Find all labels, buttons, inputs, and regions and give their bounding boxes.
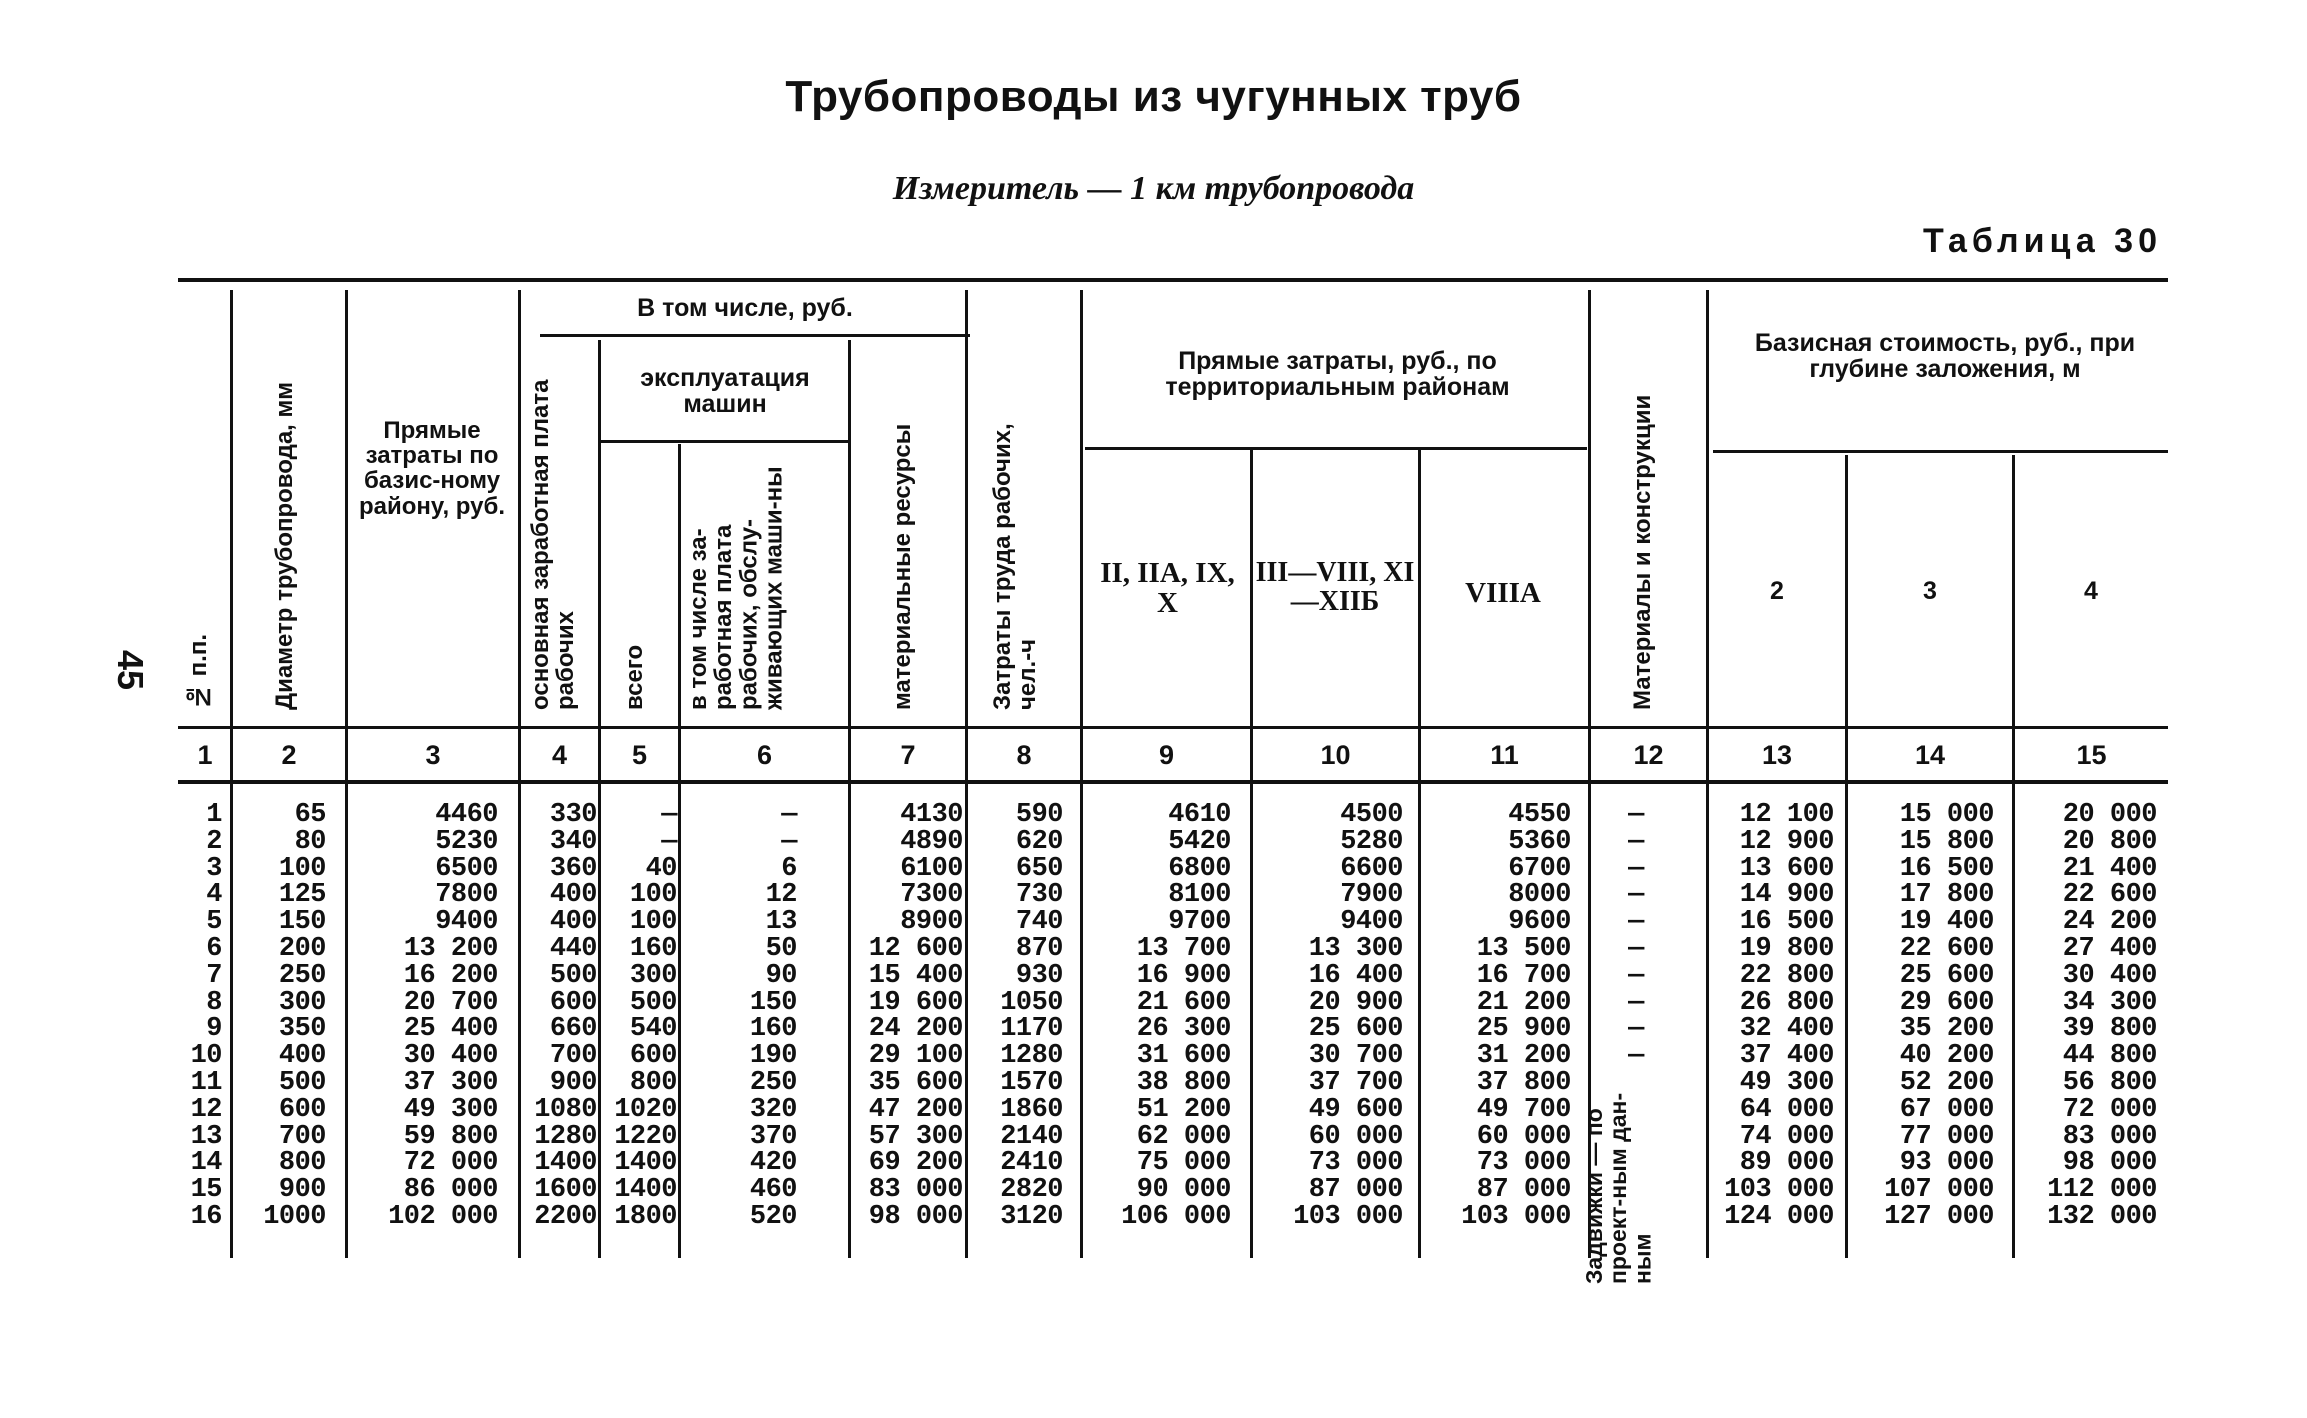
header-diameter: Диаметр трубопровода, мм <box>271 381 298 710</box>
table-cell: 9 <box>206 1014 222 1045</box>
table-cell: 1 <box>206 800 222 830</box>
table-cell: 16 500 <box>1739 907 1834 938</box>
table-cell: 26 300 <box>1136 1014 1231 1045</box>
table-cell: 9600 <box>1508 907 1571 938</box>
table-cell: 590 <box>1015 800 1063 830</box>
table-cell: 870 <box>1015 933 1063 964</box>
table-cell: 11 <box>190 1067 222 1098</box>
table-cell: 500 <box>278 1067 326 1098</box>
col-machines-wage <box>681 802 797 1231</box>
table-cell: 2140 <box>1000 1121 1063 1152</box>
table-cell: 320 <box>749 1094 797 1125</box>
table-cell: 13 <box>190 1121 222 1152</box>
table-cell: 38 800 <box>1136 1067 1231 1098</box>
table-cell: 14 <box>190 1148 222 1179</box>
table-cell: 150 <box>278 907 326 938</box>
table-cell: 6100 <box>900 853 963 884</box>
table-cell: 27 400 <box>2062 933 2157 964</box>
table-cell: 7300 <box>900 880 963 911</box>
table-cell: 21 600 <box>1136 987 1231 1018</box>
table-cell: 16 400 <box>1308 960 1403 991</box>
table-cell: 160 <box>629 933 677 964</box>
header-regions-group: Прямые затраты, руб., по территориальным районам <box>1165 347 1510 402</box>
table-cell: 102 000 <box>388 1201 498 1232</box>
table-cell: 250 <box>278 960 326 991</box>
table-cell: 2820 <box>1000 1175 1063 1206</box>
incl-group-rule <box>540 334 970 337</box>
table-cell: 7900 <box>1340 880 1403 911</box>
table-cell: 15 <box>190 1175 222 1206</box>
table-cell: 600 <box>629 1041 677 1072</box>
table-cell: 1220 <box>614 1121 677 1152</box>
table-cell: 56 800 <box>2062 1067 2157 1098</box>
table-cell: 13 500 <box>1476 933 1571 964</box>
table-cell: 16 500 <box>1899 853 1994 884</box>
regions-group-rule <box>1085 447 1587 450</box>
col-machines-total <box>599 802 677 1231</box>
table-cell: 103 000 <box>1724 1175 1834 1206</box>
table-cell: 64 000 <box>1739 1094 1834 1125</box>
table-cell: 150 <box>749 987 797 1018</box>
table-cell: 1400 <box>534 1148 597 1179</box>
table-cell: 900 <box>549 1067 597 1098</box>
table-cell: 34 300 <box>2062 987 2157 1018</box>
table-cell: 350 <box>278 1014 326 1045</box>
table-cell: 930 <box>1015 960 1063 991</box>
table-cell: 400 <box>549 880 597 911</box>
table-cell: 37 700 <box>1308 1067 1403 1098</box>
table-cell: 15 800 <box>1899 826 1994 857</box>
table-cell: 800 <box>629 1067 677 1098</box>
column-number: 6 <box>756 740 773 770</box>
table-cell: 87 000 <box>1476 1175 1571 1206</box>
table-cell: 31 200 <box>1476 1041 1571 1072</box>
table-cell: — <box>1628 960 1644 991</box>
table-cell: 1050 <box>1000 987 1063 1018</box>
table-cell: 127 000 <box>1884 1201 1994 1232</box>
table-cell: 35 200 <box>1899 1014 1994 1045</box>
table-cell: 660 <box>549 1014 597 1045</box>
table-cell: — <box>1628 987 1644 1018</box>
table-cell: — <box>1628 853 1644 884</box>
page-number: 45 <box>110 649 151 691</box>
table-cell: 6800 <box>1168 853 1231 884</box>
table-cell: 80 <box>294 826 326 857</box>
table-cell: 67 000 <box>1899 1094 1994 1125</box>
table-cell: 31 600 <box>1136 1041 1231 1072</box>
col-divider <box>230 290 233 1258</box>
header-region-III: III—VIII, XI—XIIБ <box>1255 557 1415 618</box>
table-cell: 10 <box>190 1041 222 1072</box>
table-cell: 22 600 <box>2062 880 2157 911</box>
table-cell: 160 <box>749 1014 797 1045</box>
col-direct-costs-base <box>350 802 498 1231</box>
table-cell: 47 200 <box>868 1094 963 1125</box>
table-cell: 440 <box>549 933 597 964</box>
table-cell: 4890 <box>900 826 963 857</box>
table-cell: 90 000 <box>1136 1175 1231 1206</box>
table-cell: 600 <box>278 1094 326 1125</box>
table-cell: 60 000 <box>1308 1121 1403 1152</box>
header-machines-total: всего <box>621 644 648 710</box>
col-material-resources <box>851 802 963 1231</box>
table-cell: 12 100 <box>1739 800 1834 830</box>
table-cell: 103 000 <box>1461 1201 1571 1232</box>
table-cell: 89 000 <box>1739 1148 1834 1179</box>
table-cell: 39 800 <box>2062 1014 2157 1045</box>
table-cell: 124 000 <box>1724 1201 1834 1232</box>
table-cell: 49 300 <box>403 1094 498 1125</box>
table-cell: 75 000 <box>1136 1148 1231 1179</box>
col-divider <box>345 290 348 1258</box>
table-cell: — <box>1628 800 1644 830</box>
table-cell: — <box>1628 1014 1644 1045</box>
table-cell: 6500 <box>435 853 498 884</box>
header-material-resources: материальные ресурсы <box>889 423 916 710</box>
table-cell: 420 <box>749 1148 797 1179</box>
measure-unit-subtitle: Измеритель — 1 км трубопровода <box>892 170 1415 207</box>
table-cell: 6700 <box>1508 853 1571 884</box>
header-including-group: В том числе, руб. <box>637 294 853 322</box>
table-cell: 7800 <box>435 880 498 911</box>
header-materials: Материалы и конструкции <box>1629 394 1656 710</box>
table-cell: 100 <box>629 907 677 938</box>
column-number: 13 <box>1761 740 1793 770</box>
table-cell: — <box>781 800 797 830</box>
table-cell: 2410 <box>1000 1148 1063 1179</box>
column-number: 1 <box>197 740 213 770</box>
table-cell: 620 <box>1015 826 1063 857</box>
table-cell: 6600 <box>1340 853 1403 884</box>
column-number-rule <box>178 780 2168 784</box>
table-cell: 29 600 <box>1899 987 1994 1018</box>
table-cell: 1600 <box>534 1175 597 1206</box>
table-cell: 98 000 <box>868 1201 963 1232</box>
table-cell: 6 <box>206 933 222 964</box>
table-cell: 2 <box>206 826 222 857</box>
table-cell: 300 <box>278 987 326 1018</box>
table-cell: 86 000 <box>403 1175 498 1206</box>
table-cell: 900 <box>278 1175 326 1206</box>
machines-group-rule <box>601 440 849 443</box>
column-number: 4 <box>551 740 568 770</box>
header-row-number: № п.п. <box>185 634 212 710</box>
table-cell: 1020 <box>614 1094 677 1125</box>
table-cell: 59 800 <box>403 1121 498 1152</box>
table-cell: 250 <box>749 1067 797 1098</box>
table-cell: 13 <box>765 907 797 938</box>
col-row-number <box>176 802 222 1231</box>
col-depth-3 <box>1848 802 1994 1231</box>
table-cell: 35 600 <box>868 1067 963 1098</box>
table-cell: 800 <box>278 1148 326 1179</box>
table-cell: 132 000 <box>2047 1201 2157 1232</box>
table-cell: 57 300 <box>868 1121 963 1152</box>
table-cell: 87 000 <box>1308 1175 1403 1206</box>
header-labor-costs: Затраты труда рабочих, чел.-ч <box>989 423 1042 710</box>
table-cell: 24 200 <box>868 1014 963 1045</box>
table-cell: 73 000 <box>1476 1148 1571 1179</box>
table-cell: 98 000 <box>2062 1148 2157 1179</box>
table-cell: 1280 <box>534 1121 597 1152</box>
table-cell: 62 000 <box>1136 1121 1231 1152</box>
table-cell: 520 <box>749 1201 797 1232</box>
table-cell: 1080 <box>534 1094 597 1125</box>
table-cell: 69 200 <box>868 1148 963 1179</box>
table-cell: 49 600 <box>1308 1094 1403 1125</box>
table-label: Таблица 30 <box>1923 222 2162 260</box>
table-cell: 200 <box>278 933 326 964</box>
table-cell: — <box>1628 1041 1644 1072</box>
table-cell: 29 100 <box>868 1041 963 1072</box>
table-cell: 52 200 <box>1899 1067 1994 1098</box>
table-cell: 500 <box>629 987 677 1018</box>
table-cell: 22 800 <box>1739 960 1834 991</box>
header-machine-operation-group: эксплуатация машин <box>640 364 810 419</box>
table-cell: 12 900 <box>1739 826 1834 857</box>
table-cell: 20 700 <box>403 987 498 1018</box>
table-cell: — <box>1628 907 1644 938</box>
table-cell: 60 000 <box>1476 1121 1571 1152</box>
table-cell: 400 <box>278 1041 326 1072</box>
table-cell: 700 <box>549 1041 597 1072</box>
table-cell: 16 <box>190 1201 222 1232</box>
table-cell: 8000 <box>1508 880 1571 911</box>
table-cell: 9700 <box>1168 907 1231 938</box>
table-cell: 20 900 <box>1308 987 1403 1018</box>
table-cell: 49 300 <box>1739 1067 1834 1098</box>
table-cell: 5360 <box>1508 826 1571 857</box>
table-cell: 4500 <box>1340 800 1403 830</box>
table-cell: 21 200 <box>1476 987 1571 1018</box>
table-cell: 19 400 <box>1899 907 1994 938</box>
table-cell: 5 <box>206 907 222 938</box>
column-number: 9 <box>1158 740 1175 770</box>
column-number: 15 <box>2076 740 2107 770</box>
table-cell: 15 000 <box>1899 800 1994 830</box>
table-cell: 16 900 <box>1136 960 1231 991</box>
table-cell: 83 000 <box>868 1175 963 1206</box>
table-cell: 2200 <box>534 1201 597 1232</box>
table-cell: 12 <box>190 1094 222 1125</box>
header-machines-wage: в том числе за-работная плата рабочих, обслу-живающих маши-ны <box>685 466 788 710</box>
col-materials <box>1591 802 1681 1070</box>
table-cell: 106 000 <box>1121 1201 1231 1232</box>
table-cell: 24 200 <box>2062 907 2157 938</box>
table-cell: 40 <box>645 853 677 884</box>
table-cell: 190 <box>749 1041 797 1072</box>
table-cell: 49 700 <box>1476 1094 1571 1125</box>
table-cell: 44 800 <box>2062 1041 2157 1072</box>
table-cell: 90 <box>765 960 797 991</box>
table-cell: 1400 <box>614 1148 677 1179</box>
column-number: 11 <box>1490 740 1519 770</box>
table-cell: 4610 <box>1168 800 1231 830</box>
valves-note: Задвижки — по проект-ным дан-ным <box>1581 1092 1656 1284</box>
table-cell: 37 300 <box>403 1067 498 1098</box>
table-cell: 72 000 <box>403 1148 498 1179</box>
table-cell: 26 800 <box>1739 987 1834 1018</box>
table-cell: 20 800 <box>2062 826 2157 857</box>
table-cell: 30 400 <box>2062 960 2157 991</box>
table-cell: 73 000 <box>1308 1148 1403 1179</box>
table-cell: 125 <box>278 880 326 911</box>
table-cell: 13 300 <box>1308 933 1403 964</box>
col-region-III <box>1253 802 1403 1231</box>
table-cell: — <box>1628 880 1644 911</box>
header-depth-4: 4 <box>2084 577 2098 605</box>
table-cell: 400 <box>549 907 597 938</box>
table-cell: 1400 <box>614 1175 677 1206</box>
header-base-wage: основная заработная плата рабочих <box>527 379 580 710</box>
table-cell: 112 000 <box>2047 1175 2157 1206</box>
column-number: 10 <box>1320 740 1351 770</box>
table-cell: 650 <box>1015 853 1063 884</box>
header-region-VIIIA: VIIIA <box>1465 577 1541 609</box>
table-cell: 37 400 <box>1739 1041 1834 1072</box>
table-cell: 4 <box>206 880 222 911</box>
table-cell: 12 600 <box>868 933 963 964</box>
table-cell: 32 400 <box>1739 1014 1834 1045</box>
table-cell: 8100 <box>1168 880 1231 911</box>
table-cell: 103 000 <box>1293 1201 1403 1232</box>
table-cell: 6 <box>781 853 797 884</box>
table-top-rule <box>178 278 2168 282</box>
table-cell: 19 800 <box>1739 933 1834 964</box>
table-cell: 93 000 <box>1899 1148 1994 1179</box>
table-cell: 13 700 <box>1136 933 1231 964</box>
table-cell: 340 <box>549 826 597 857</box>
col-depth-2 <box>1709 802 1834 1231</box>
table-cell: — <box>661 826 677 857</box>
table-cell: 1570 <box>1000 1067 1063 1098</box>
col-base-wage <box>519 802 597 1231</box>
table-cell: 40 200 <box>1899 1041 1994 1072</box>
header-bottom-rule <box>178 726 2168 729</box>
table-cell: 5280 <box>1340 826 1403 857</box>
table-cell: 15 400 <box>868 960 963 991</box>
page-title: Трубопроводы из чугунных труб <box>785 72 1522 121</box>
table-cell: 700 <box>278 1121 326 1152</box>
table-cell: — <box>661 800 677 830</box>
table-cell: 14 900 <box>1739 880 1834 911</box>
table-cell: 600 <box>549 987 597 1018</box>
table-cell: 1170 <box>1000 1014 1063 1045</box>
table-cell: 13 200 <box>403 933 498 964</box>
column-number: 5 <box>631 740 648 770</box>
header-depth-3: 3 <box>1923 577 1937 605</box>
column-number: 2 <box>281 740 297 770</box>
table-cell: 4130 <box>900 800 963 830</box>
table-cell: 13 600 <box>1739 853 1834 884</box>
table-cell: 7 <box>206 960 222 991</box>
table-cell: 8900 <box>900 907 963 938</box>
header-depth-2: 2 <box>1770 577 1784 605</box>
table-cell: 72 000 <box>2062 1094 2157 1125</box>
table-cell: 20 000 <box>2062 800 2157 830</box>
table-cell: 1280 <box>1000 1041 1063 1072</box>
table-cell: 460 <box>749 1175 797 1206</box>
table-cell: 12 <box>765 880 797 911</box>
table-cell: 360 <box>549 853 597 884</box>
table-cell: 1860 <box>1000 1094 1063 1125</box>
table-cell: 77 000 <box>1899 1121 1994 1152</box>
table-cell: 740 <box>1015 907 1063 938</box>
table-cell: 9400 <box>435 907 498 938</box>
table-cell: 5230 <box>435 826 498 857</box>
header-region-II: II, IIA, IX, X <box>1100 557 1235 620</box>
table-cell: 8 <box>206 987 222 1018</box>
table-cell: — <box>1628 826 1644 857</box>
col-region-II <box>1083 802 1231 1231</box>
header-direct-costs-base: Прямые затраты по базис-ному району, руб. <box>359 417 505 520</box>
table-cell: 500 <box>549 960 597 991</box>
table-cell: 1000 <box>263 1201 326 1232</box>
table-cell: 65 <box>294 800 326 830</box>
table-cell: 16 700 <box>1476 960 1571 991</box>
column-number: 8 <box>1016 740 1032 770</box>
header-base-cost-group: Базисная стоимость, руб., при глубине заложения, м <box>1754 329 2136 384</box>
table-cell: 22 600 <box>1899 933 1994 964</box>
column-number: 3 <box>425 740 441 770</box>
table-cell: 9400 <box>1340 907 1403 938</box>
table-cell: 4550 <box>1508 800 1571 830</box>
table-cell: 74 000 <box>1739 1121 1834 1152</box>
table-cell: 19 600 <box>868 987 963 1018</box>
table-cell: — <box>1628 933 1644 964</box>
table-cell: 25 600 <box>1308 1014 1403 1045</box>
col-region-VIIIA <box>1421 802 1571 1231</box>
table-cell: 83 000 <box>2062 1121 2157 1152</box>
column-number: 12 <box>1633 740 1664 770</box>
table-cell: 4460 <box>435 800 498 830</box>
table-cell: 37 800 <box>1476 1067 1571 1098</box>
table-cell: 30 700 <box>1308 1041 1403 1072</box>
table-cell: 51 200 <box>1136 1094 1231 1125</box>
table-cell: 1800 <box>614 1201 677 1232</box>
table-cell: — <box>781 826 797 857</box>
table-cell: 50 <box>765 933 797 964</box>
table-cell: 330 <box>549 800 597 830</box>
table-cell: 730 <box>1015 880 1063 911</box>
table-cell: 100 <box>629 880 677 911</box>
table-cell: 100 <box>278 853 326 884</box>
table-cell: 16 200 <box>403 960 498 991</box>
col-depth-4 <box>2015 802 2157 1231</box>
table-cell: 25 600 <box>1899 960 1994 991</box>
table-cell: 3 <box>206 853 222 884</box>
table-cell: 370 <box>749 1121 797 1152</box>
table-cell: 5420 <box>1168 826 1231 857</box>
table-cell: 25 400 <box>403 1014 498 1045</box>
table-cell: 21 400 <box>2062 853 2157 884</box>
table-cell: 17 800 <box>1899 880 1994 911</box>
column-number: 7 <box>900 740 916 770</box>
column-number: 14 <box>1914 740 1946 770</box>
base-group-rule <box>1713 450 2168 453</box>
col-diameter <box>236 802 326 1231</box>
table-cell: 25 900 <box>1476 1014 1571 1045</box>
table-cell: 3120 <box>1000 1201 1063 1232</box>
col-labor-costs <box>968 802 1063 1231</box>
table-cell: 300 <box>629 960 677 991</box>
table-cell: 30 400 <box>403 1041 498 1072</box>
table-cell: 107 000 <box>1884 1175 1994 1206</box>
table-cell: 540 <box>629 1014 677 1045</box>
